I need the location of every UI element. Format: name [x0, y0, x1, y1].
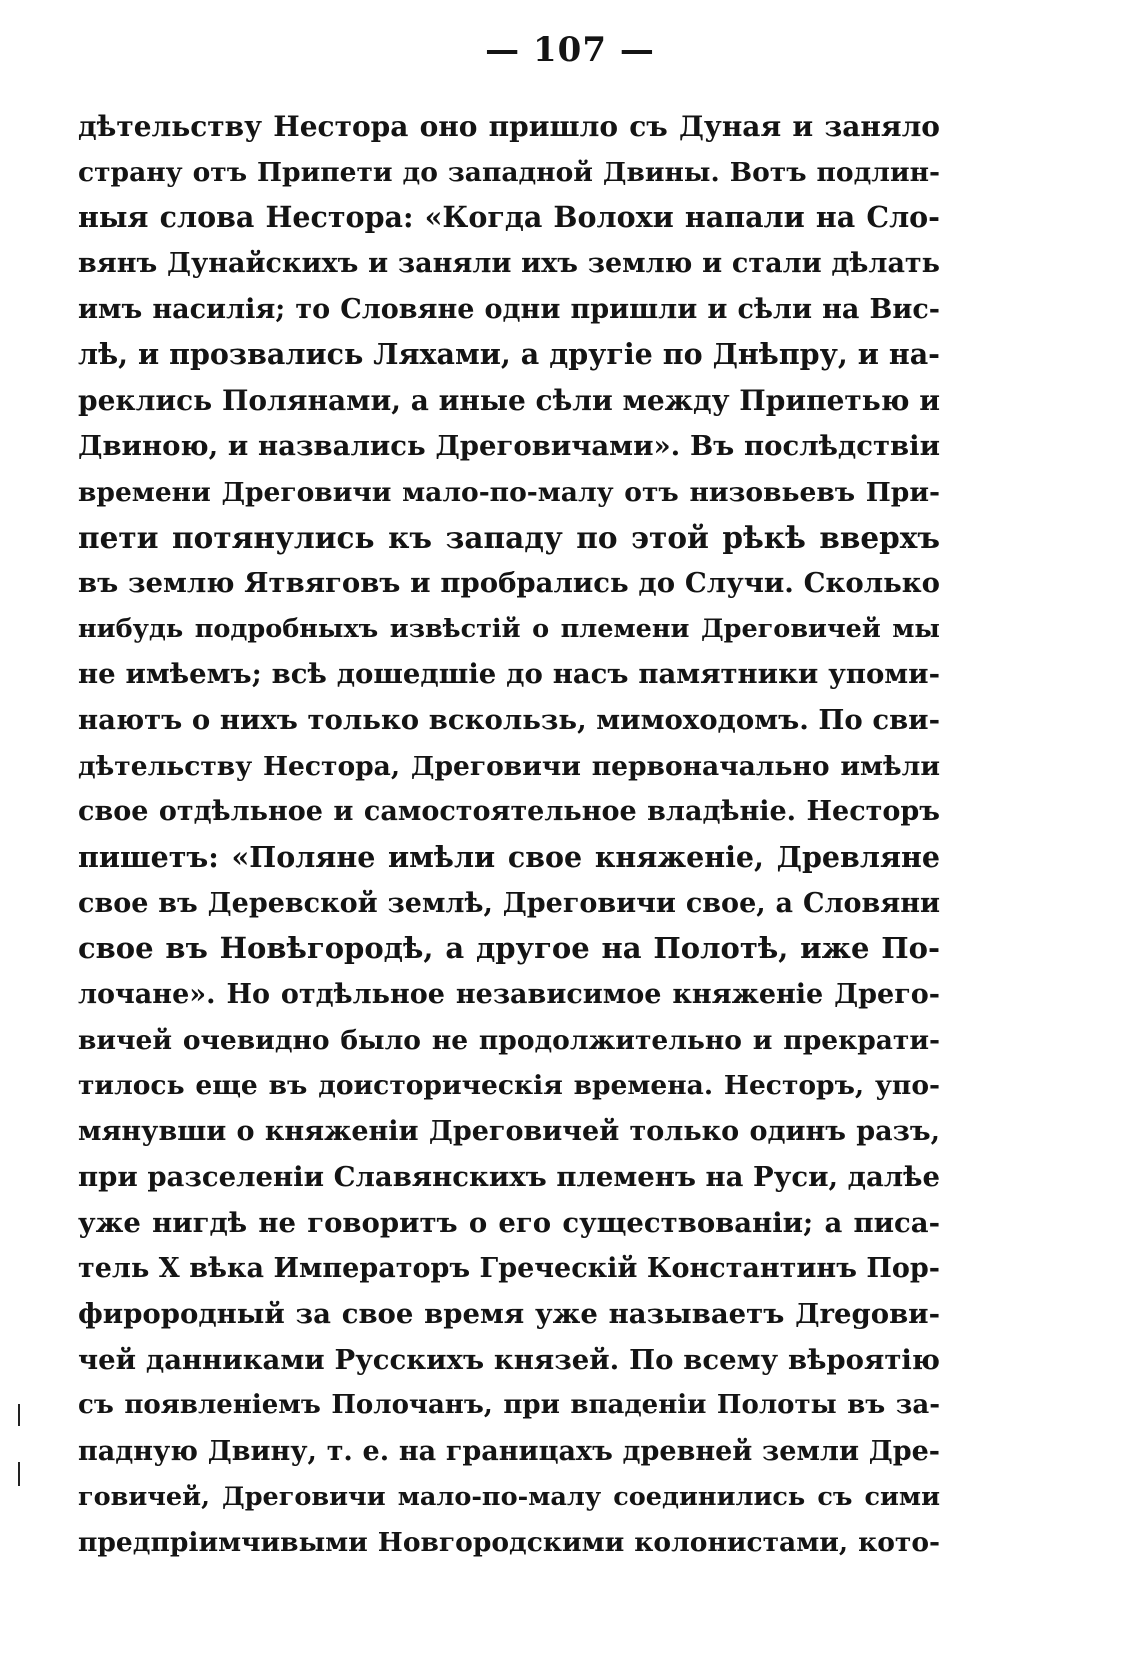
text-line: чей данниками Русскихъ князей. По всему вѣроятію	[78, 1343, 940, 1376]
text-line: при разселеніи Славянскихъ племенъ на Руси, далѣе	[78, 1160, 940, 1193]
text-line: пишетъ: «Поляне имѣли свое княженіе, Древляне	[78, 840, 940, 874]
text-line: тилось еще въ доисторическія времена. Несторъ, упо-	[78, 1070, 940, 1102]
text-line: въ землю Ятвяговъ и пробрались до Случи. Сколько	[78, 566, 940, 599]
scan-edge-mark	[18, 1462, 20, 1486]
text-line: не имѣемъ; всѣ дошедшіе до насъ памятники упоми-	[78, 658, 940, 691]
text-line: свое отдѣльное и самостоятельное владѣніе. Несторъ	[78, 796, 940, 828]
text-line: имъ насилія; то Словяне одни пришли и сѣли на Вис-	[78, 293, 940, 325]
text-line: лочане». Но отдѣльное независимое княженіе Дрего-	[78, 979, 940, 1011]
text-line: падную Двину, т. е. на границахъ древней земли Дре-	[78, 1435, 940, 1467]
text-line: пети потянулись къ западу по этой рѣкѣ вверхъ	[78, 520, 940, 556]
text-line: мянувши о княженіи Дреговичей только одинъ разъ,	[78, 1116, 940, 1148]
text-line: времени Дреговичи мало-по-малу отъ низовьевъ При-	[78, 476, 940, 508]
body-text	[78, 104, 940, 1566]
text-line: говичей, Дреговичи мало-по-малу соединились съ сими	[78, 1481, 940, 1512]
text-line: ныя слова Нестора: «Когда Волохи напали на Сло-	[78, 200, 940, 235]
text-line: дѣтельству Нестора, Дреговичи первоначально имѣли	[78, 750, 940, 782]
scan-edge-mark	[18, 1404, 20, 1426]
text-line: Двиною, и назвались Дреговичами». Въ послѣдствіи	[78, 429, 940, 462]
text-line: наютъ о нихъ только вскользь, мимоходомъ. По сви-	[78, 703, 940, 736]
text-line: съ появленіемъ Полочанъ, при впаденіи Полоты въ за-	[78, 1390, 940, 1421]
text-line: страну отъ Припети до западной Двины. Вотъ подлин-	[78, 156, 940, 188]
text-line: реклись Полянами, а иные сѣли между Припетью и	[78, 384, 940, 418]
text-line: лѣ, и прозвались Ляхами, а другіе по Днѣпру, и на-	[78, 337, 940, 372]
text-line: уже нигдѣ не говоритъ о его существованіи; а писа-	[78, 1206, 940, 1239]
text-line: предпріимчивыми Новгородскими колонистами, кото-	[78, 1527, 940, 1559]
text-line: фирородный за свое время уже называетъ Дregoви-	[78, 1297, 940, 1330]
text-line: свое въ Новѣгородѣ, а другое на Полотѣ, иже По-	[78, 931, 940, 966]
text-line: дѣтельству Нестора оно пришло съ Дуная и заняло	[78, 110, 940, 143]
text-line: тель X вѣка Императоръ Греческій Константинъ Пор-	[78, 1253, 940, 1285]
text-line: нибудь подробныхъ извѣстій о племени Дреговичей мы	[78, 613, 940, 644]
page-number: — 107 —	[485, 30, 655, 70]
text-line: вянъ Дунайскихъ и заняли ихъ землю и стали дѣлать	[78, 248, 940, 280]
text-line: вичей очевидно было не продолжительно и прекрати-	[78, 1024, 940, 1056]
text-line: свое въ Деревской землѣ, Дреговичи свое, а Словяни	[78, 887, 940, 919]
